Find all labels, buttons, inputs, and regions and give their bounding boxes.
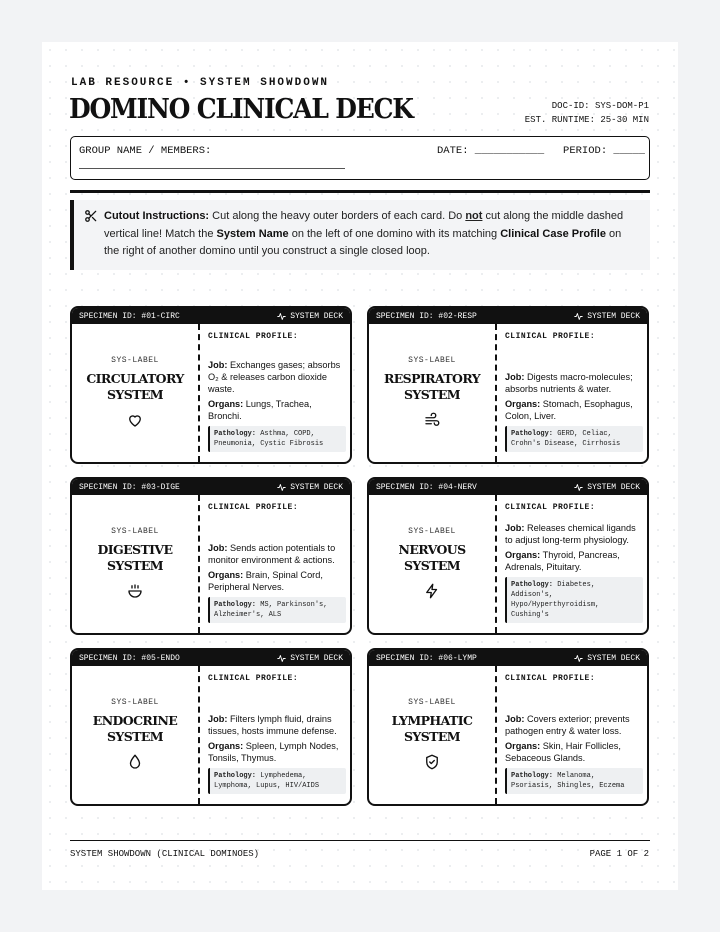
sys-label: SYS-LABEL [408,355,456,365]
clinical-profile-label: CLINICAL PROFILE: [505,674,596,683]
date-period-fields[interactable]: DATE: ___________ PERIOD: _____ [437,145,645,157]
clinical-profile-half [208,666,344,804]
deck-tag: SYSTEM DECK [277,483,343,492]
clinical-profile-half [505,666,641,804]
deck-tag: SYSTEM DECK [574,483,640,492]
clinical-profile-label: CLINICAL PROFILE: [208,503,299,512]
fold-dashed-line [495,666,497,804]
clinical-profile-label: CLINICAL PROFILE: [208,332,299,341]
instructions-lead: Cutout Instructions: [104,210,210,222]
system-name-half [72,324,198,462]
group-members-line[interactable] [79,168,345,169]
system-name: NERVOUS SYSTEM [398,541,466,573]
pulse-icon [277,483,286,492]
fold-dashed-line [495,495,497,633]
card-header [72,479,350,495]
fold-dashed-line [198,324,200,462]
sys-label: SYS-LABEL [408,526,456,536]
job-line: Job: Sends action potentials to monitor environment & actions. [208,543,336,566]
emphasis-not: not [465,210,483,222]
clinical-profile-label: CLINICAL PROFILE: [505,332,596,341]
clinical-profile-text [208,713,346,794]
clinical-profile-text [208,359,346,452]
student-info-box [70,136,650,180]
organs-line: Organs: Skin, Hair Follicles, Sebaceous Glands. [505,740,621,763]
clinical-profile-text [208,542,346,623]
scissors-icon [84,209,98,223]
group-members-label: GROUP NAME / MEMBERS: [79,145,212,157]
pulse-icon [574,483,583,492]
pathology-box: Pathology: Lymphedema, Lymphoma, Lupus, HIV/AIDS [208,768,346,794]
heart-icon [126,411,144,429]
system-name-half [369,666,495,804]
pulse-icon [574,654,583,663]
domino-card [367,477,649,635]
job-line: Job: Filters lymph fluid, drains tissues, hosts immune defense. [208,714,337,737]
clinical-profile-text [505,371,643,452]
job-line: Job: Releases chemical ligands to adjust long-term physiology. [505,523,636,546]
domino-card [367,306,649,464]
header-divider [70,190,650,193]
sys-label: SYS-LABEL [111,526,159,536]
system-name: CIRCULATORY SYSTEM [86,370,184,402]
job-line: Job: Exchanges gases; absorbs O₂ & releases carbon dioxide waste. [208,359,341,395]
specimen-id: SPECIMEN ID: #03-DIGE [79,482,180,492]
organs-line: Organs: Thyroid, Pancreas, Adrenals, Pituitary. [505,549,620,572]
system-name: DIGESTIVE SYSTEM [97,541,173,573]
organs-line: Organs: Brain, Spinal Cord, Peripheral Nerves. [208,569,323,592]
domino-card [70,477,352,635]
deck-tag: SYSTEM DECK [574,654,640,663]
clinical-profile-half [208,324,344,462]
footer-divider [70,840,650,841]
lightning-icon [423,582,441,600]
cutout-instructions: Cutout Instructions: Cut along the heavy outer borders of each card. Do not cut along the middle dashed vertical line! Match the System Name on the left of one domino with its matching Clinical Case Profile on the right of another domino until you construct a single closed loop. [70,200,650,270]
deck-tag: SYSTEM DECK [277,654,343,663]
clinical-profile-text [505,713,643,794]
header-kicker: LAB RESOURCE • SYSTEM SHOWDOWN [71,77,330,89]
domino-card [70,648,352,806]
fold-dashed-line [495,324,497,462]
job-line: Job: Digests macro-molecules; absorbs nutrients & water. [505,372,633,395]
system-name-half [72,666,198,804]
droplet-icon [126,753,144,771]
card-header [369,650,647,666]
specimen-id: SPECIMEN ID: #05-ENDO [79,653,180,663]
fold-dashed-line [198,666,200,804]
clinical-profile-label: CLINICAL PROFILE: [208,674,299,683]
pathology-box: Pathology: Asthma, COPD, Pneumonia, Cystic Fibrosis [208,426,346,452]
pulse-icon [574,312,583,321]
system-name: RESPIRATORY SYSTEM [383,370,481,402]
organs-line: Organs: Stomach, Esophagus, Colon, Liver. [505,398,633,421]
specimen-id: SPECIMEN ID: #04-NERV [376,482,477,492]
card-header [72,650,350,666]
pulse-icon [277,654,286,663]
domino-card [367,648,649,806]
system-name-half [369,495,495,633]
specimen-id: SPECIMEN ID: #02-RESP [376,311,477,321]
system-name-half [72,495,198,633]
est-runtime: EST. RUNTIME: 25-30 MIN [524,115,649,125]
domino-card [70,306,352,464]
doc-id: DOC-ID: SYS-DOM-P1 [551,101,649,111]
page-number: PAGE 1 OF 2 [589,849,649,859]
fold-dashed-line [198,495,200,633]
clinical-profile-label: CLINICAL PROFILE: [505,503,596,512]
clinical-profile-half [505,495,641,633]
organs-line: Organs: Lungs, Trachea, Bronchi. [208,398,312,421]
card-header [369,479,647,495]
card-header [369,308,647,324]
sys-label: SYS-LABEL [111,697,159,707]
sys-label: SYS-LABEL [408,697,456,707]
pulse-icon [277,312,286,321]
footer-title: SYSTEM SHOWDOWN (CLINICAL DOMINOES) [70,849,260,859]
deck-tag: SYSTEM DECK [277,312,343,321]
worksheet-page [42,42,678,890]
card-header [72,308,350,324]
system-name-half [369,324,495,462]
sys-label: SYS-LABEL [111,355,159,365]
pathology-box: Pathology: Diabetes, Addison's, Hypo/Hyperthyroidism, Cushing's [505,577,643,623]
pathology-box: Pathology: GERD, Celiac, Crohn's Disease, Cirrhosis [505,426,643,452]
pathology-box: Pathology: MS, Parkinson's, Alzheimer's, ALS [208,597,346,623]
clinical-profile-half [505,324,641,462]
doc-meta [525,99,649,127]
shield-icon [423,753,441,771]
pathology-box: Pathology: Melanoma, Psoriasis, Shingles, Eczema [505,768,643,794]
organs-line: Organs: Spleen, Lymph Nodes, Tonsils, Thymus. [208,740,339,763]
specimen-id: SPECIMEN ID: #06-LYMP [376,653,477,663]
system-name: LYMPHATIC SYSTEM [391,712,473,744]
clinical-profile-text [505,522,643,623]
specimen-id: SPECIMEN ID: #01-CIRC [79,311,180,321]
wind-icon [423,411,441,429]
page-title: DOMINO CLINICAL DECK [69,93,413,125]
job-line: Job: Covers exterior; prevents pathogen entry & water loss. [505,714,630,737]
bowl-icon [126,582,144,600]
system-name: ENDOCRINE SYSTEM [92,712,178,744]
deck-tag: SYSTEM DECK [574,312,640,321]
clinical-profile-half [208,495,344,633]
